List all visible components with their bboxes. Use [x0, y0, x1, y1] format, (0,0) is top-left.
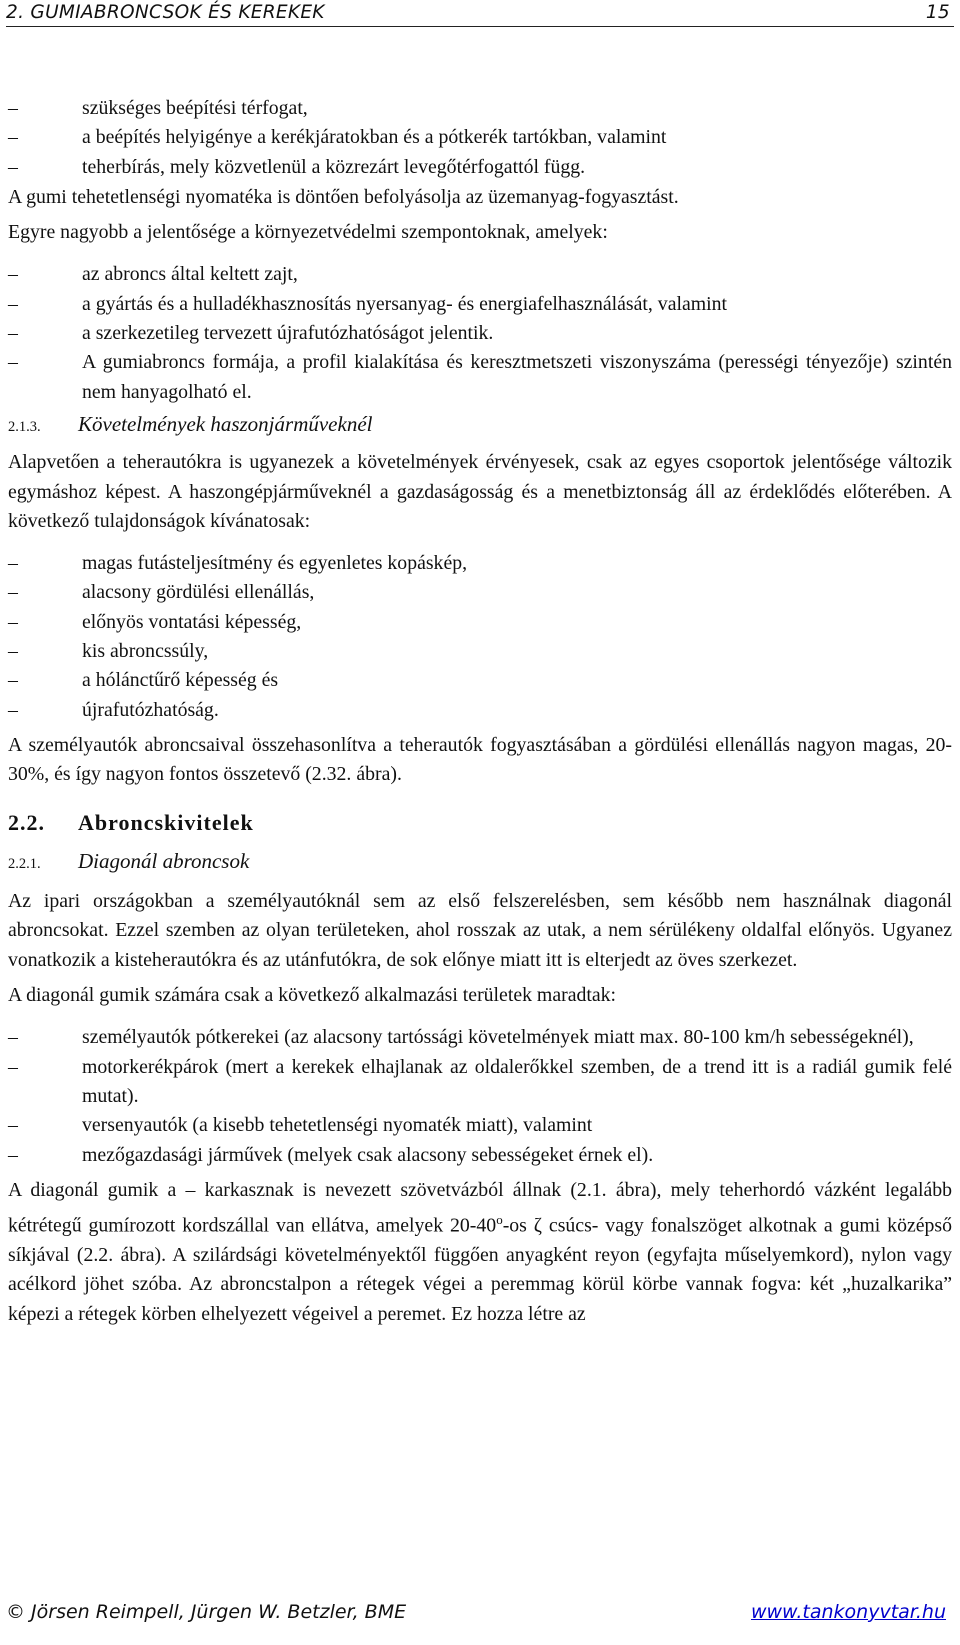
subsection-title: Követelmények haszonjárműveknél — [78, 411, 373, 436]
subsection-title: Diagonál abroncsok — [78, 848, 250, 873]
paragraph-environment: Egyre nagyobb a jelentősége a környezetvédelmi szempontoknak, amelyek: — [8, 221, 608, 244]
requirements-list — [8, 94, 952, 182]
list-item: – magas futásteljesítmény és egyenletes kopáskép, — [8, 549, 952, 578]
running-header — [6, 2, 954, 27]
paragraph-trucks: Alapvetően a teherautókra is ugyanezek a követelmények érvényesek, csak az egyes csoportok jelentősége változik egymáshoz képest. A haszongépjárműveknél a gazdaságosság és a menetbiztonság áll az érdeklődés előterében. A következő tulajdonságok kívánatosak: — [8, 451, 952, 532]
copyright-notice: © Jörsen Reimpell, Jürgen W. Betzler, BME — [6, 1601, 407, 1623]
carcass-text-part1: A diagonál gumik a – karkasznak is nevezett szövetvázból állnak (2.1. ábra), mely teherhordó vázként legalább kétrétegű gumírozott kordszállal van ellátva, amelyek 20-40 — [8, 1178, 952, 1237]
list-item: – A gumiabroncs formája, a profil kialakítása és keresztmetszeti viszonyszáma (perességi tényezője) szintén nem hanyagolható el. — [8, 348, 952, 407]
paragraph-rolling-resistance: A személyautók abroncsaival összehasonlítva a teherautók fogyasztásában a gördülési ellenállás nagyon magas, 20-30%, és így nagyon fontos összetevő (2.32. ábra). — [8, 733, 952, 786]
list-item: – személyautók pótkerekei (az alacsony tartóssági követelmények miatt max. 80-100 km/h sebességeknél), — [8, 1023, 952, 1052]
degree-superscript: o — [496, 1212, 503, 1228]
paragraph-applications: A diagonál gumik számára csak a következő alkalmazási területek maradtak: — [8, 984, 617, 1007]
list-item: – teherbírás, mely közvetlenül a közrezárt levegőtérfogattól függ. — [8, 153, 952, 182]
section-title: Abroncskivitelek — [78, 809, 254, 835]
paragraph-carcass — [8, 1176, 952, 1329]
environment-list — [8, 260, 952, 406]
list-item: – az abroncs által keltett zajt, — [8, 260, 952, 289]
subsection-heading-2-2-1 — [8, 847, 952, 879]
list-item: – alacsony gördülési ellenállás, — [8, 578, 952, 607]
section-heading-2-2 — [8, 808, 952, 837]
chapter-title: 2. GUMIABRONCSOK ÉS KEREKEK — [6, 2, 325, 23]
paragraph-industrial: Az ipari országokban a személyautóknál sem az első felszerelésben, sem később nem használnak diagonál abroncsokat. Ezzel szemben az olyan területeken, ahol rosszak az utak, a nem sérülékeny oldalfal előnyös. Ugyanez vonatkozik a kisteherautókra és az utánfutókra, de sok előnye miatt itt is elterjedt az öves szerkezet. — [8, 890, 952, 971]
list-item: – mezőgazdasági járművek (melyek csak alacsony sebességeket érnek el). — [8, 1141, 952, 1170]
applications-list — [8, 1023, 952, 1169]
website-link[interactable]: www.tankonyvtar.hu — [750, 1601, 946, 1623]
subsection-heading-2-1-3 — [8, 410, 952, 442]
list-item: – a beépítés helyigénye a kerékjáratokban és a pótkerék tartókban, valamint — [8, 123, 952, 152]
subsection-number: 2.1.3. — [8, 418, 41, 435]
list-item: – versenyautók (a kisebb tehetetlenségi nyomaték miatt), valamint — [8, 1111, 952, 1140]
page-number: 15 — [925, 2, 950, 23]
list-item: – újrafutózhatóság. — [8, 696, 952, 725]
list-item: – a szerkezetileg tervezett újrafutózhatóságot jelentik. — [8, 319, 952, 348]
list-item: – kis abroncssúly, — [8, 637, 952, 666]
truck-properties-list — [8, 549, 952, 725]
list-item: – motorkerékpárok (mert a kerekek elhajlanak az oldalerőkkel szemben, de a trend itt is a radiál gumik felé mutat). — [8, 1053, 952, 1112]
section-number: 2.2. — [8, 809, 45, 835]
subsection-number: 2.2.1. — [8, 855, 41, 872]
list-item: – szükséges beépítési térfogat, — [8, 94, 952, 123]
carcass-text-part2: -os ζ csúcs- vagy fonalszöget alkotnak a gumi középső síkjával (2.2. ábra). A szilárdsági követelményektől függően anyagként reyon (egyfajta műselyemkord), nylon vagy acélkord jöhet szóba. Az abroncstalpon a rétegek végei a peremmag körül körbe vannak fogva: két „huzalkarika” képezi a rétegek körben elhelyezett végeivel a peremet. Ez hozza létre az — [8, 1214, 952, 1325]
paragraph-inertia: A gumi tehetetlenségi nyomatéka is döntően befolyásolja az üzemanyag-fogyasztást. — [8, 185, 679, 208]
list-item: – a hólánctűrő képesség és — [8, 666, 952, 695]
main-text — [8, 94, 952, 1329]
list-item: – a gyártás és a hulladékhasznosítás nyersanyag- és energiafelhasználását, valamint — [8, 290, 952, 319]
list-item: – előnyös vontatási képesség, — [8, 608, 952, 637]
